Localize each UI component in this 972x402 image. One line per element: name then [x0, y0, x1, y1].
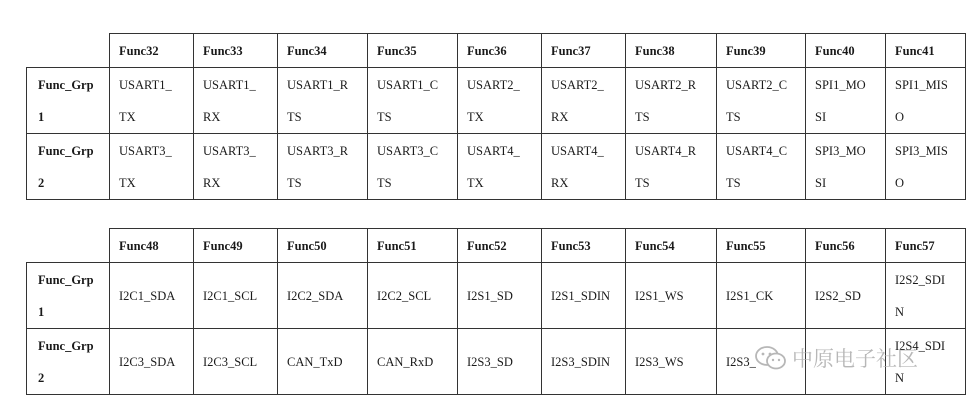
- cell-text: TX: [467, 175, 484, 190]
- column-header: Func40: [806, 34, 886, 68]
- cell-text: SPI3_MIS: [895, 143, 948, 158]
- table-cell: [806, 263, 886, 329]
- column-header: Func34: [278, 34, 368, 68]
- table-cell: [806, 68, 886, 134]
- column-header: Func55: [717, 229, 806, 263]
- cell-text: USART2_: [551, 77, 604, 92]
- column-header: Func32: [110, 34, 194, 68]
- column-header: Func51: [368, 229, 458, 263]
- row-group-label: [27, 263, 110, 329]
- cell-text: I2C2_SDA: [287, 288, 344, 303]
- column-header: Func48: [110, 229, 194, 263]
- column-header: Func41: [886, 34, 966, 68]
- cell-text: I2S3_WS: [635, 354, 684, 369]
- table-cell: [542, 134, 626, 200]
- cell-text: USART4_C: [726, 143, 788, 158]
- cell-text: I2S1_SD: [467, 288, 513, 303]
- table-cell: [717, 263, 806, 329]
- column-header: Func54: [626, 229, 717, 263]
- group-label-line: Func_Grp: [38, 338, 94, 353]
- cell-text: I2S3_SDIN: [551, 354, 611, 369]
- cell-text: USART1_: [203, 77, 256, 92]
- table-row: [27, 263, 966, 329]
- group-label-line: Func_Grp: [38, 143, 94, 158]
- cell-text: TS: [635, 109, 650, 124]
- header-row: [27, 229, 966, 263]
- table-cell: [110, 263, 194, 329]
- table-row: [27, 134, 966, 200]
- column-header: Func52: [458, 229, 542, 263]
- cell-text: USART3_: [203, 143, 256, 158]
- table-cell: [368, 329, 458, 395]
- table-cell: [626, 68, 717, 134]
- table-cell: [542, 68, 626, 134]
- cell-text: TS: [635, 175, 650, 190]
- wechat-icon: [754, 345, 788, 371]
- corner-cell: [27, 229, 110, 263]
- column-header: Func53: [542, 229, 626, 263]
- table-cell: [368, 68, 458, 134]
- column-header: Func57: [886, 229, 966, 263]
- function-table-1: [26, 33, 966, 200]
- cell-text: I2C1_SDA: [119, 288, 176, 303]
- cell-text: O: [895, 175, 905, 190]
- group-label-line: 2: [38, 370, 45, 385]
- cell-text: I2C3_SCL: [203, 354, 258, 369]
- cell-text: USART4_R: [635, 143, 697, 158]
- cell-text: N: [895, 304, 905, 319]
- cell-text: I2S4_SDI: [895, 338, 946, 353]
- cell-text: TX: [467, 109, 484, 124]
- group-label-line: 1: [38, 304, 45, 319]
- table-cell: [194, 329, 278, 395]
- table-cell: [278, 329, 368, 395]
- column-header: Func38: [626, 34, 717, 68]
- table-cell: [542, 263, 626, 329]
- column-header: Func39: [717, 34, 806, 68]
- cell-text: I2S2_SD: [815, 288, 861, 303]
- cell-text: TX: [119, 175, 136, 190]
- cell-text: SI: [815, 175, 827, 190]
- table-cell: [458, 134, 542, 200]
- table-cell: [717, 134, 806, 200]
- cell-text: USART1_R: [287, 77, 349, 92]
- table-cell: [886, 134, 966, 200]
- cell-text: O: [895, 109, 905, 124]
- cell-text: RX: [203, 109, 221, 124]
- cell-text: CAN_RxD: [377, 354, 434, 369]
- cell-text: RX: [551, 109, 569, 124]
- cell-text: USART1_C: [377, 77, 439, 92]
- cell-text: I2S2_SDI: [895, 272, 946, 287]
- table-cell: [626, 329, 717, 395]
- table-cell: [626, 134, 717, 200]
- cell-text: USART4_: [551, 143, 604, 158]
- group-label-line: 2: [38, 175, 45, 190]
- table-cell: [278, 134, 368, 200]
- cell-text: I2C1_SCL: [203, 288, 258, 303]
- watermark: [754, 343, 918, 373]
- cell-text: TS: [377, 109, 392, 124]
- cell-text: I2S1_WS: [635, 288, 684, 303]
- cell-text: TS: [726, 109, 741, 124]
- cell-text: SPI3_MO: [815, 143, 866, 158]
- table-cell: [458, 329, 542, 395]
- cell-text: USART2_: [467, 77, 520, 92]
- cell-text: CAN_TxD: [287, 354, 343, 369]
- cell-text: SI: [815, 109, 827, 124]
- watermark-text: 中原电子社区: [792, 347, 918, 371]
- cell-text: I2C3_SDA: [119, 354, 176, 369]
- table-cell: [368, 263, 458, 329]
- column-header: Func37: [542, 34, 626, 68]
- table-cell: [886, 263, 966, 329]
- row-group-label: [27, 68, 110, 134]
- header-row: [27, 34, 966, 68]
- table-cell: [110, 329, 194, 395]
- table-cell: [278, 68, 368, 134]
- table-cell: [194, 134, 278, 200]
- cell-text: USART4_: [467, 143, 520, 158]
- table-cell: [194, 263, 278, 329]
- column-header: Func35: [368, 34, 458, 68]
- cell-text: RX: [551, 175, 569, 190]
- cell-text: SPI1_MO: [815, 77, 866, 92]
- group-label-line: Func_Grp: [38, 77, 94, 92]
- column-header: Func33: [194, 34, 278, 68]
- cell-text: TS: [287, 175, 302, 190]
- row-group-label: [27, 329, 110, 395]
- table-cell: [886, 68, 966, 134]
- cell-text: USART2_R: [635, 77, 697, 92]
- table-row: [27, 68, 966, 134]
- cell-text: I2S1_CK: [726, 288, 774, 303]
- table-cell: [626, 263, 717, 329]
- cell-text: I2S3_SD: [467, 354, 513, 369]
- cell-text: TS: [726, 175, 741, 190]
- cell-text: USART3_R: [287, 143, 349, 158]
- cell-text: TS: [287, 109, 302, 124]
- corner-cell: [27, 34, 110, 68]
- cell-text: RX: [203, 175, 221, 190]
- table-cell: [110, 68, 194, 134]
- column-header: Func56: [806, 229, 886, 263]
- group-label-line: 1: [38, 109, 45, 124]
- cell-text: N: [895, 370, 905, 385]
- cell-text: TS: [377, 175, 392, 190]
- cell-text: USART3_C: [377, 143, 439, 158]
- column-header: Func50: [278, 229, 368, 263]
- cell-text: TX: [119, 109, 136, 124]
- table-cell: [368, 134, 458, 200]
- group-label-line: Func_Grp: [38, 272, 94, 287]
- table-cell: [806, 134, 886, 200]
- cell-text: USART1_: [119, 77, 172, 92]
- table-cell: [542, 329, 626, 395]
- cell-text: I2S1_SDIN: [551, 288, 611, 303]
- cell-text: USART2_C: [726, 77, 788, 92]
- column-header: Func36: [458, 34, 542, 68]
- cell-text: USART3_: [119, 143, 172, 158]
- table-cell: [278, 263, 368, 329]
- table-cell: [458, 263, 542, 329]
- table-cell: [194, 68, 278, 134]
- cell-text: I2S3_: [726, 354, 756, 369]
- table-cell: [458, 68, 542, 134]
- column-header: Func49: [194, 229, 278, 263]
- row-group-label: [27, 134, 110, 200]
- cell-text: I2C2_SCL: [377, 288, 432, 303]
- cell-text: SPI1_MIS: [895, 77, 948, 92]
- table-cell: [110, 134, 194, 200]
- table-cell: [717, 68, 806, 134]
